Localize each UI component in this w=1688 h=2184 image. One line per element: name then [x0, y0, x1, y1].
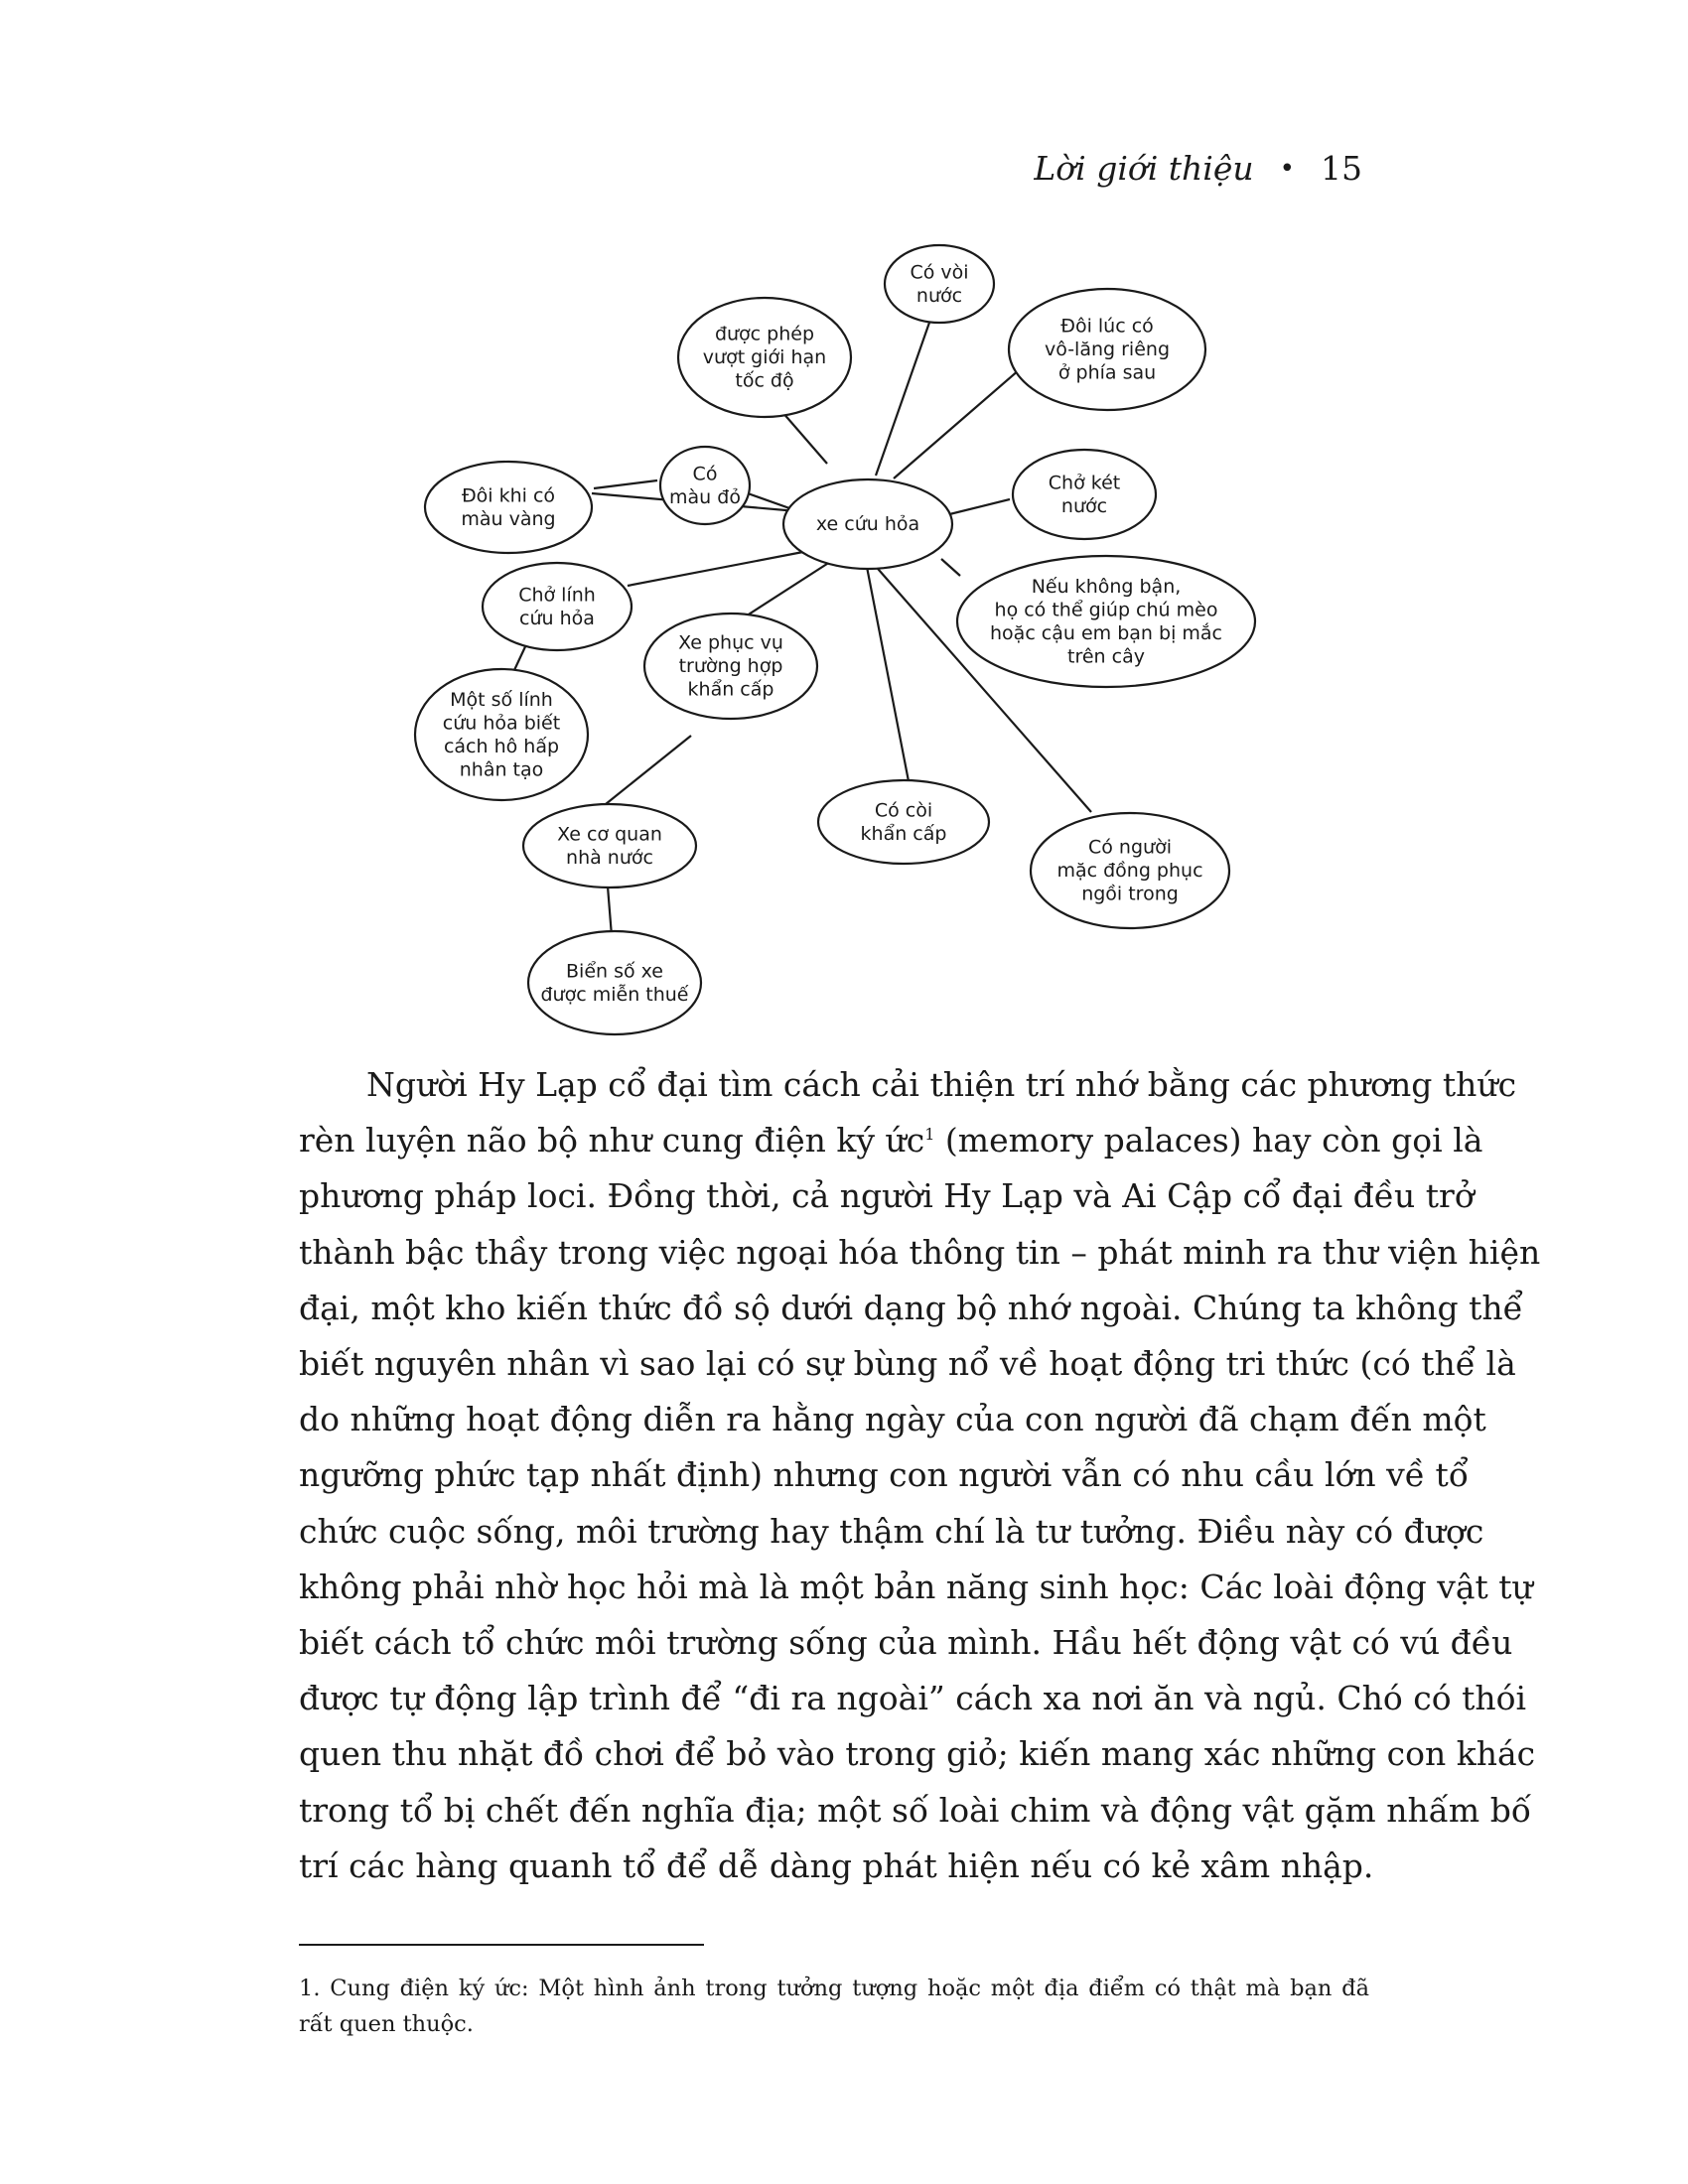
text-line: Người Hy Lạp cổ đại tìm cách cải thiện trí nhớ bằng các phương thức: [366, 1065, 1517, 1104]
text-line: biết cách tổ chức môi trường sống của mình. Hầu hết động vật có vú đều: [299, 1623, 1513, 1663]
diagram-node-yellow: [461, 484, 555, 530]
connector-line: [941, 559, 960, 576]
text-line: biết nguyên nhân vì sao lại có sự bùng nổ về hoạt động tri thức (có thể là: [299, 1344, 1516, 1384]
text-line: được tự động lập trình để “đi ra ngoài” cách xa nơi ăn và ngủ. Chó có thói: [299, 1679, 1527, 1718]
diagram-node-line: Nếu không bận,: [1031, 575, 1182, 598]
diagram-node-line: cứu hỏa biết: [442, 711, 561, 734]
diagram-node-line: Xe cơ quan: [557, 822, 662, 845]
diagram-node-line: ở phía sau: [1057, 361, 1157, 383]
diagram-node-line: khẩn cấp: [860, 822, 947, 845]
diagram-node-line: trên cây: [1067, 644, 1145, 667]
diagram-node-line: Có người: [1088, 836, 1172, 858]
diagram-node-wheel: [1045, 315, 1170, 383]
diagram-node-line: vô-lăng riêng: [1044, 338, 1171, 360]
diagram-node-line: Có còi: [874, 798, 933, 821]
text-segment: rèn luyện não bộ như cung điện ký ức: [299, 1121, 925, 1160]
text-line: ngưỡng phức tạp nhất định) nhưng con người vẫn có nhu cầu lớn về tổ: [299, 1455, 1470, 1495]
connector-line: [894, 369, 1020, 478]
text-line: quen thu nhặt đồ chơi để bỏ vào trong giỏ; kiến mang xác những con khác: [299, 1734, 1536, 1774]
body-paragraph: [299, 1057, 1541, 1894]
diagram-node-line: nhân tạo: [459, 757, 544, 780]
diagram-node-line: họ có thể giúp chú mèo: [994, 598, 1218, 620]
diagram-node-line: cứu hỏa: [519, 607, 595, 629]
mind-map-diagram: [0, 0, 1688, 1052]
diagram-node-line: Có vòi: [910, 260, 969, 283]
diagram-node-line: Xe phục vụ: [678, 631, 783, 653]
diagram-node-line: màu vàng: [461, 507, 556, 530]
page-number: 15: [1321, 149, 1362, 188]
connector-line: [876, 320, 930, 476]
diagram-node-line: được miễn thuế: [540, 983, 689, 1006]
footnote-ref[interactable]: 1: [924, 1125, 935, 1145]
text-line: chức cuộc sống, môi trường hay thậm chí là tư tưởng. Điều này có được: [299, 1511, 1484, 1551]
diagram-node-emergency: [678, 631, 783, 700]
diagram-node-government: [557, 823, 662, 869]
diagram-node-line: Biển số xe: [566, 959, 663, 982]
diagram-node-line: vượt giới hạn: [702, 345, 827, 368]
header-separator: •: [1279, 153, 1295, 184]
diagram-node-line: được phép: [714, 323, 815, 344]
diagram-node-line: Đôi khi có: [461, 483, 556, 506]
diagram-node-line: màu đỏ: [669, 485, 741, 508]
diagram-node-center: [816, 513, 919, 535]
text-line: trí các hàng quanh tổ để dễ dàng phát hiện nếu có kẻ xâm nhập.: [299, 1845, 1374, 1885]
chapter-title: Lời giới thiệu: [1034, 149, 1254, 188]
connector-line: [594, 480, 657, 488]
diagram-node-hose: [910, 261, 968, 307]
diagram-node-line: tốc độ: [735, 369, 794, 391]
text-line-with-footnote: [299, 1113, 1483, 1168]
text-line: phương pháp loci. Đồng thời, cả người Hy Lạp và Ai Cập cổ đại đều trở: [299, 1176, 1475, 1216]
diagram-node-line: xe cứu hỏa: [815, 512, 920, 535]
diagram-node-line: Chở két: [1048, 471, 1121, 493]
footnote-line: 1. Cung điện ký ức: Một hình ảnh trong tưởng tượng hoặc một địa điểm có thật mà bạn đã: [299, 1976, 1369, 2001]
diagram-node-line: hoặc cậu em bạn bị mắc: [990, 621, 1222, 644]
connector-line: [608, 887, 612, 936]
diagram-node-line: cách hô hấp: [443, 735, 560, 757]
diagram-node-cpr: [443, 688, 560, 780]
connector-line: [867, 567, 909, 781]
text-line: không phải nhờ học hỏi mà là một bản năng sinh học: Các loài động vật tự: [299, 1567, 1533, 1606]
text-line: trong tổ bị chết đến nghĩa địa; một số loài chim và động vật gặm nhấm bố: [299, 1790, 1532, 1830]
diagram-node-line: Có: [692, 462, 718, 484]
connector-line: [606, 736, 691, 804]
diagram-node-line: mặc đồng phục: [1056, 859, 1203, 882]
diagram-node-line: nhà nước: [566, 846, 653, 869]
diagram-node-line: khẩn cấp: [687, 678, 774, 700]
diagram-node-line: Chở lính: [518, 583, 596, 606]
footnote-line: rất quen thuộc.: [299, 2011, 474, 2037]
connector-line: [628, 551, 808, 586]
connector-line: [781, 411, 827, 464]
footnote: [299, 1971, 1369, 2042]
text-segment: (memory palaces) hay còn gọi là: [944, 1121, 1483, 1160]
footnote-divider: [299, 1944, 704, 1946]
text-line: thành bậc thầy trong việc ngoại hóa thông tin – phát minh ra thư viện hiện: [299, 1232, 1541, 1272]
text-line: đại, một kho kiến thức đồ sộ dưới dạng bộ nhớ ngoài. Chúng ta không thể: [299, 1288, 1523, 1327]
diagram-node-firemen: [518, 584, 596, 629]
text-line: do những hoạt động diễn ra hằng ngày của con người đã chạm đến một: [299, 1400, 1486, 1439]
diagram-node-line: nước: [915, 284, 963, 307]
diagram-node-line: Đôi lúc có: [1060, 315, 1154, 337]
diagram-node-line: nước: [1060, 494, 1108, 517]
diagram-node-line: trường hợp: [678, 654, 783, 677]
diagram-node-line: Một số lính: [450, 688, 553, 711]
diagram-node-line: ngồi trong: [1081, 883, 1179, 904]
